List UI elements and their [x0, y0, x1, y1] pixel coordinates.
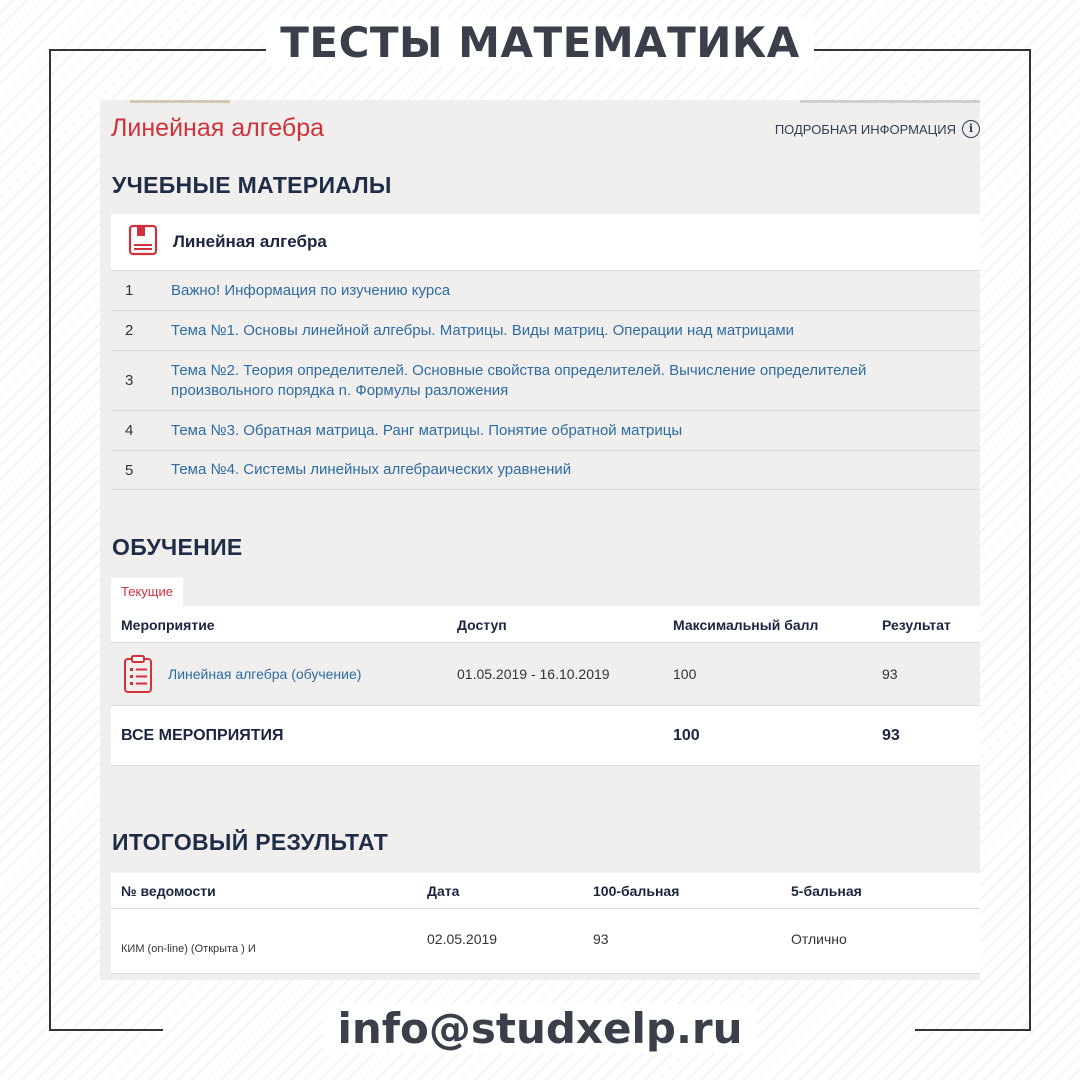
- result-score: 93: [882, 666, 898, 682]
- list-item[interactable]: [111, 410, 980, 450]
- table-row[interactable]: [111, 643, 980, 705]
- table-row[interactable]: [111, 909, 980, 974]
- list-item[interactable]: [111, 270, 980, 310]
- list-item[interactable]: [111, 310, 980, 350]
- training-heading: ОБУЧЕНИЕ: [112, 534, 243, 560]
- col-event: Мероприятие: [121, 617, 215, 633]
- final-score100: 93: [593, 931, 609, 947]
- totals-result: 93: [882, 727, 900, 744]
- final-date: 02.05.2019: [427, 931, 498, 947]
- col-statement: № ведомости: [121, 883, 216, 899]
- final-score5: Отлично: [791, 931, 847, 947]
- more-info-link[interactable]: [775, 120, 980, 138]
- final-heading: ИТОГОВЫЙ РЕЗУЛЬТАТ: [112, 829, 389, 855]
- top-strip: [100, 100, 980, 103]
- info-icon: i: [962, 120, 980, 138]
- item-number: 5: [125, 461, 134, 479]
- item-number: 1: [125, 282, 134, 299]
- event-link[interactable]: Линейная алгебра (обучение): [168, 666, 362, 682]
- max-score: 100: [673, 666, 697, 682]
- item-link[interactable]: Важно! Информация по изучению курса: [171, 281, 451, 299]
- tab-current[interactable]: Текущие: [111, 578, 183, 606]
- col-max-score: Максимальный балл: [673, 617, 819, 633]
- item-number: 2: [125, 322, 134, 339]
- col-access: Доступ: [457, 617, 507, 633]
- item-link[interactable]: Тема №4. Системы линейных алгебраических уравнений: [171, 461, 572, 478]
- col-date: Дата: [427, 883, 460, 899]
- totals-label: ВСЕ МЕРОПРИЯТИЯ: [121, 727, 284, 744]
- list-item[interactable]: [111, 350, 980, 410]
- materials-book-title: Линейная алгебра: [173, 232, 327, 251]
- frame-right: [1029, 49, 1031, 1031]
- course-screenshot: [100, 100, 980, 980]
- training-header-row: [111, 606, 980, 643]
- footer-email: [0, 1004, 1080, 1053]
- item-link[interactable]: Тема №1. Основы линейной алгебры. Матрицы. Виды матриц. Операции над матрицами: [171, 321, 795, 339]
- course-title: Линейная алгебра: [111, 114, 325, 142]
- final-table: [111, 873, 980, 974]
- col-score100: 100-бальная: [593, 883, 680, 899]
- materials-heading: УЧЕБНЫЕ МАТЕРИАЛЫ: [112, 172, 392, 198]
- frame-left: [49, 49, 51, 1031]
- materials-book-header[interactable]: [111, 214, 980, 270]
- totals-max-score: 100: [673, 727, 700, 744]
- totals-row: [111, 705, 980, 766]
- final-header-row: [111, 873, 980, 909]
- col-result: Результат: [882, 617, 951, 633]
- materials-list: [111, 270, 980, 490]
- footer-email-text[interactable]: info@studxelp.ru: [323, 1004, 756, 1053]
- col-score5: 5-бальная: [791, 883, 862, 899]
- statement-number: КИМ (on-line) (Открыта ) И: [121, 943, 256, 955]
- access-period: 01.05.2019 - 16.10.2019: [457, 666, 610, 682]
- item-number: 4: [125, 422, 134, 439]
- clipboard-icon: [123, 654, 153, 699]
- item-link[interactable]: Тема №3. Обратная матрица. Ранг матрицы. Понятие обратной матрицы: [171, 421, 683, 439]
- item-link[interactable]: Тема №2. Теория определителей. Основные свойства определителей. Вычисление определителей произвольного порядка n. Формулы разложения: [171, 361, 867, 399]
- list-item[interactable]: [111, 450, 980, 490]
- more-info-label: ПОДРОБНАЯ ИНФОРМАЦИЯ: [774, 121, 956, 137]
- training-table: [111, 606, 980, 766]
- book-icon: [127, 224, 159, 261]
- banner-title-text: ТЕСТЫ МАТЕМАТИКА: [266, 18, 814, 67]
- banner-title: [0, 18, 1080, 67]
- item-number: 3: [125, 372, 134, 389]
